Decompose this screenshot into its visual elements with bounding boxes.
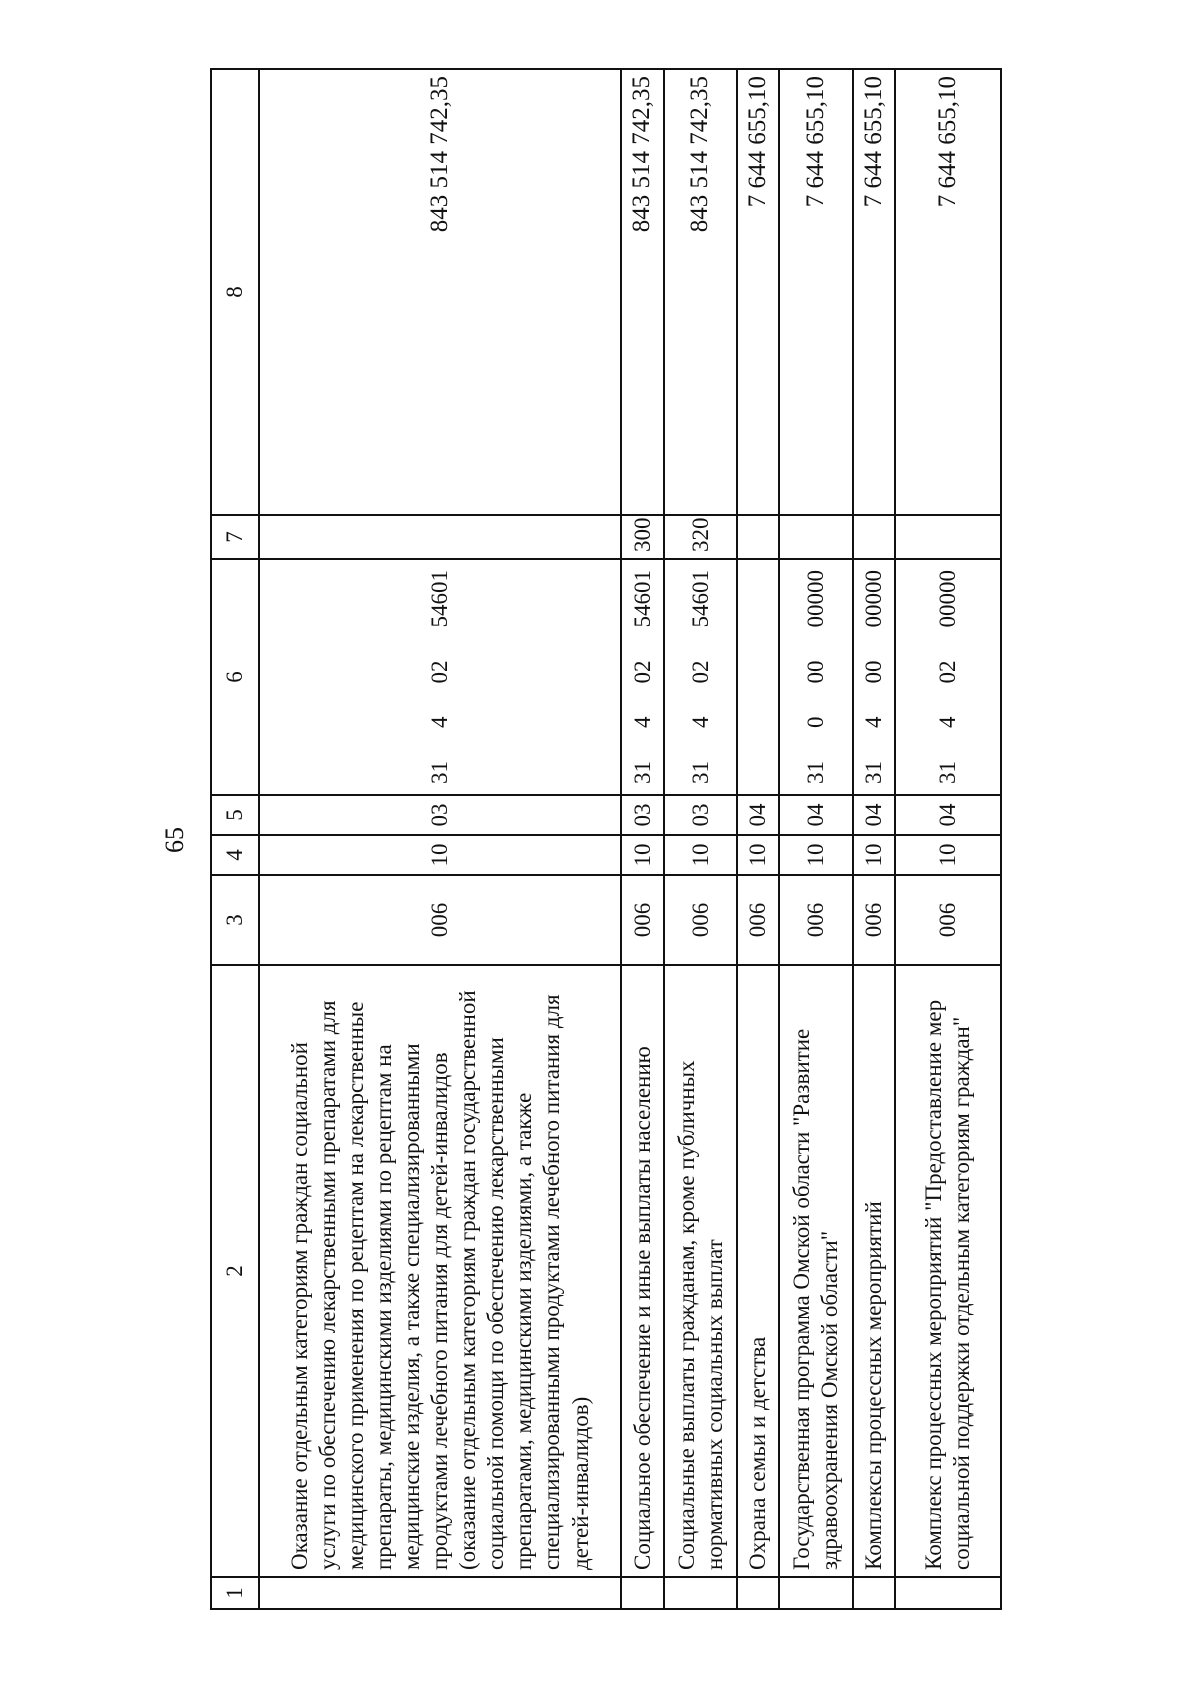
table-row [853,69,895,1609]
row-podrazdel: 04 [853,795,895,835]
header-col-7: 7 [211,515,259,559]
row-code: 006 [664,875,738,965]
row-razdel: 10 [259,835,621,875]
row-razdel: 10 [621,835,664,875]
row-code: 006 [259,875,621,965]
table-row [621,69,664,1609]
row-amount: 843 514 742,35 [664,69,738,515]
row-target-article [259,559,621,795]
table-row [895,69,1001,1609]
table-row [259,69,621,1609]
table-row [779,69,853,1609]
page-number: 65 [160,827,189,853]
csr-direction: 54601 [687,570,713,628]
row-razdel: 10 [853,835,895,875]
csr-subprogram: 00 [861,660,887,684]
csr-program: 31 [427,761,453,784]
csr-subprogram: 02 [629,660,655,684]
row-razdel: 10 [737,835,779,875]
row-amount: 843 514 742,35 [621,69,664,515]
table-row [737,69,779,1609]
row-code: 006 [779,875,853,965]
csr-type: 4 [687,716,713,728]
row-amount: 843 514 742,35 [259,69,621,515]
row-name: Комплекс процессных мероприятий "Предоставление мер социальной поддержки отдельным категориям граждан" [895,965,1001,1577]
csr-direction: 00000 [803,570,829,628]
csr-program: 31 [935,761,961,784]
row-name: Комплексы процессных мероприятий [853,965,895,1577]
header-row [211,69,259,1609]
row-expense-type [737,515,779,559]
row-name: Социальное обеспечение и иные выплаты населению [621,965,664,1577]
csr-program: 31 [803,761,829,784]
row-expense-type [259,515,621,559]
row-code: 006 [621,875,664,965]
row-code: 006 [895,875,1001,965]
row-name: Охрана семьи и детства [737,965,779,1577]
csr-subprogram: 02 [687,660,713,684]
row-code: 006 [853,875,895,965]
row-number-cell [853,1577,895,1609]
csr-type: 4 [629,716,655,728]
csr-direction: 54601 [427,570,453,628]
row-razdel: 10 [779,835,853,875]
row-target-article [779,559,853,795]
row-amount: 7 644 655,10 [895,69,1001,515]
csr-type: 4 [861,716,887,728]
csr-direction: 54601 [629,570,655,628]
row-podrazdel: 03 [259,795,621,835]
row-expense-type [853,515,895,559]
csr-direction: 00000 [935,570,961,628]
header-col-3: 3 [211,875,259,965]
row-expense-type: 320 [664,515,738,559]
row-podrazdel: 04 [779,795,853,835]
header-col-8: 8 [211,69,259,515]
row-podrazdel: 04 [895,795,1001,835]
row-podrazdel: 03 [621,795,664,835]
row-razdel: 10 [895,835,1001,875]
csr-direction: 00000 [861,570,887,628]
row-expense-type [895,515,1001,559]
header-col-1: 1 [211,1577,259,1609]
rotated-page [142,70,1002,1610]
row-name: Государственная программа Омской области "Развитие здравоохранения Омской области" [779,965,853,1577]
csr-program: 31 [629,761,655,784]
header-col-2: 2 [211,965,259,1577]
budget-table [210,68,1002,1610]
row-name: Оказание отдельным категориям граждан социальной услуги по обеспечению лекарственными препаратами для медицинского применения по рецептам на лекарственные препараты, медицинскими изделиями по рецептам на медицинские изделия, а также специализированными продуктами лечебного питания для детей-инвалидов (оказание отдельным категориям граждан государственной социальной помощи по обеспечению лекарственными препаратами, медицинскими изделиями, а также специализированными продуктами лечебного питания для детей-инвалидов) [259,965,621,1577]
csr-program: 31 [861,761,887,784]
row-number-cell [737,1577,779,1609]
row-name: Социальные выплаты гражданам, кроме публичных нормативных социальных выплат [664,965,738,1577]
row-expense-type [779,515,853,559]
csr-type: 4 [935,716,961,728]
header-col-4: 4 [211,835,259,875]
row-amount: 7 644 655,10 [737,69,779,515]
row-target-article [853,559,895,795]
row-target-article [895,559,1001,795]
csr-program: 31 [687,761,713,784]
row-number-cell [664,1577,738,1609]
row-podrazdel: 04 [737,795,779,835]
row-expense-type: 300 [621,515,664,559]
row-code: 006 [737,875,779,965]
row-number-cell [895,1577,1001,1609]
row-razdel: 10 [664,835,738,875]
table-row [664,69,738,1609]
header-col-5: 5 [211,795,259,835]
row-target-article [621,559,664,795]
csr-type: 0 [803,716,829,728]
csr-subprogram: 02 [935,660,961,684]
csr-subprogram: 00 [803,660,829,684]
row-number-cell [621,1577,664,1609]
row-amount: 7 644 655,10 [779,69,853,515]
row-target-article [737,559,779,795]
row-target-article [664,559,738,795]
csr-subprogram: 02 [427,660,453,684]
row-amount: 7 644 655,10 [853,69,895,515]
csr-type: 4 [427,716,453,728]
row-number-cell [259,1577,621,1609]
header-col-6: 6 [211,559,259,795]
row-podrazdel: 03 [664,795,738,835]
row-number-cell [779,1577,853,1609]
